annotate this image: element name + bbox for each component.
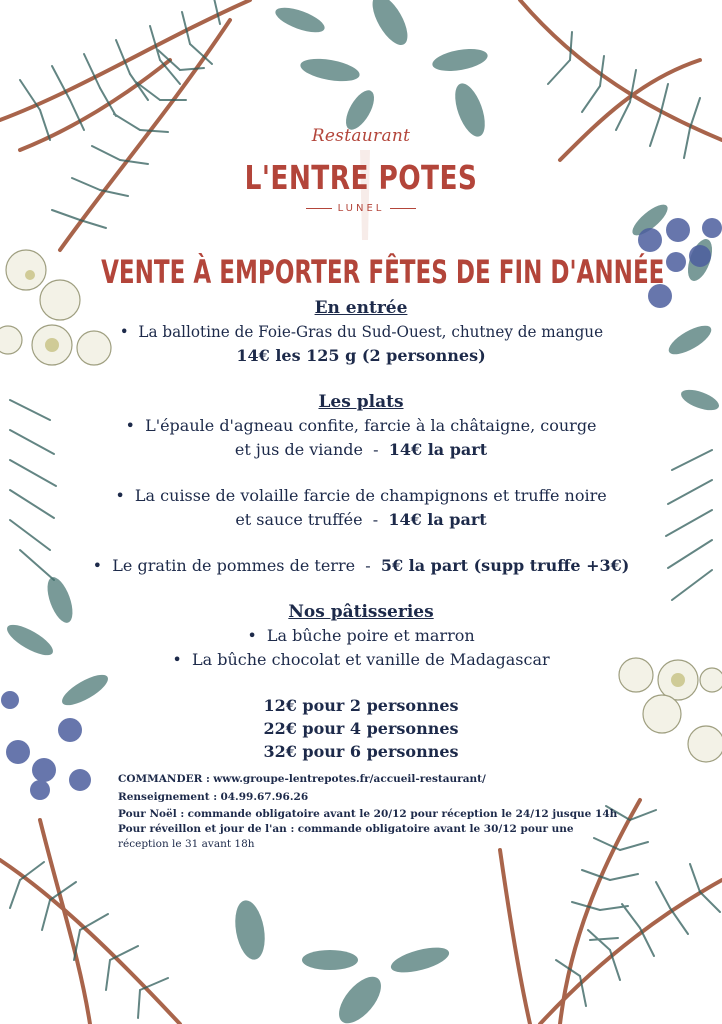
plats-item-3-price: 5€ la part (supp truffe +3€)	[380, 556, 630, 575]
renseignement-label: Renseignement :	[118, 791, 218, 803]
plats-item-1-cont	[0, 440, 722, 460]
bullet: •	[92, 556, 103, 575]
dash: -	[365, 556, 371, 575]
logo-name: L'ENTRE POTES	[244, 158, 478, 197]
plats-heading: Les plats	[318, 392, 404, 412]
logo-city	[0, 203, 722, 214]
bullet: •	[115, 486, 125, 505]
plats-item-2-line-2: et sauce truffée	[235, 510, 363, 529]
patisseries-heading: Nos pâtisseries	[288, 602, 434, 622]
info-reveillon	[118, 822, 588, 837]
plats-item-3-text: Le gratin de pommes de terre	[112, 556, 356, 575]
bullet: •	[119, 322, 129, 341]
patisseries-price-2: 22€ pour 4 personnes	[263, 719, 459, 738]
plats-item-2	[0, 486, 722, 506]
logo-script: Restaurant	[311, 126, 411, 146]
entree-item	[0, 322, 722, 342]
plats-item-2-cont	[0, 510, 722, 530]
plats-item-3	[0, 556, 722, 576]
info-reveillon-cont: réception le 31 avant 18h	[118, 838, 255, 850]
logo-city-label: LUNEL	[337, 203, 385, 214]
reveillon-text: commande obligatoire avant le 30/12 pour une	[297, 823, 574, 835]
commander-url[interactable]: www.groupe-lentrepotes.fr/accueil-restaurant/	[213, 773, 486, 785]
entree-heading: En entrée	[314, 298, 408, 318]
patisseries-item-1-text: La bûche poire et marron	[266, 626, 475, 645]
bullet: •	[125, 416, 135, 435]
noel-text: commande obligatoire avant le 20/12 pour réception le 24/12 jusque 14h	[187, 808, 618, 820]
info-noel	[118, 807, 618, 822]
patisseries-item-2	[0, 650, 722, 670]
plats-item-2-line-1: La cuisse de volaille farcie de champignons et truffe noire	[134, 486, 607, 505]
plats-item-2-price: 14€ la part	[388, 510, 487, 529]
patisseries-price-1: 12€ pour 2 personnes	[263, 696, 459, 715]
patisseries-price-3: 32€ pour 6 personnes	[263, 742, 459, 761]
page-title: VENTE À EMPORTER FÊTES DE FIN D'ANNÉE	[101, 253, 665, 291]
commander-label: COMMANDER :	[118, 773, 210, 785]
info-commander	[118, 772, 588, 787]
plats-item-1	[0, 416, 722, 436]
plats-item-1-line-1: L'épaule d'agneau confite, farcie à la châtaigne, courge	[145, 416, 597, 435]
plats-item-1-price: 14€ la part	[388, 440, 488, 459]
entree-price: 14€ les 125 g (2 personnes)	[236, 346, 486, 365]
bullet: •	[172, 650, 182, 669]
phone-number[interactable]: 04.99.67.96.26	[220, 791, 309, 803]
info-renseignement	[118, 790, 588, 805]
noel-label: Pour Noël :	[118, 808, 185, 820]
reveillon-label: Pour réveillon et jour de l'an :	[118, 823, 295, 835]
dash: -	[373, 440, 379, 459]
bullet: •	[247, 626, 257, 645]
dash: -	[372, 510, 379, 529]
patisseries-item-2-text: La bûche chocolat et vanille de Madagascar	[191, 650, 550, 669]
patisseries-item-1	[0, 626, 722, 646]
entree-item-text: La ballotine de Foie-Gras du Sud-Ouest, chutney de mangue	[137, 322, 603, 341]
plats-item-1-line-2: et jus de viande	[234, 440, 363, 459]
